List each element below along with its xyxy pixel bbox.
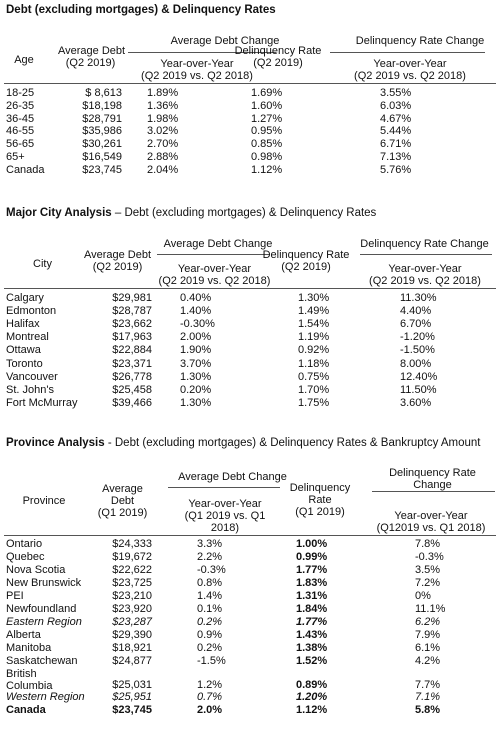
yoy-debt-cell: 1.2% bbox=[197, 679, 223, 692]
avg-debt-cell: $18,921 bbox=[112, 641, 152, 654]
avg-debt-cell: $23,745 bbox=[82, 163, 122, 176]
yoy-debt-cell: 0.20% bbox=[180, 383, 212, 396]
s1-header-yoy-debt: Year-over-Year (Q2 2019 vs. Q2 2018) bbox=[141, 58, 253, 82]
yoy-delinq-cell: -1.50% bbox=[400, 344, 435, 357]
avg-debt-cell: $25,951 bbox=[112, 691, 152, 704]
section3-title: Province Analysis - Debt (excluding mortgages) & Delinquency Rates & Bankruptcy Amount bbox=[6, 437, 481, 449]
row-label: Alberta bbox=[6, 628, 41, 641]
section2-title: Major City Analysis – Debt (excluding mortgages) & Delinquency Rates bbox=[6, 207, 377, 219]
yoy-debt-cell: -1.5% bbox=[197, 654, 226, 667]
avg-debt-cell: $25,458 bbox=[112, 383, 152, 396]
avg-debt-cell: $23,287 bbox=[112, 615, 152, 628]
avg-debt-cell: $22,884 bbox=[112, 344, 152, 357]
delinq-rate-cell: 0.92% bbox=[298, 344, 330, 357]
avg-debt-cell: $ 8,613 bbox=[85, 87, 122, 99]
row-label: Saskatchewan bbox=[6, 654, 78, 667]
delinq-rate-cell: 0.99% bbox=[296, 550, 328, 563]
delinq-rate-cell: 1.75% bbox=[298, 396, 330, 409]
delinq-rate-cell: 1.18% bbox=[298, 357, 330, 370]
yoy-delinq-cell: 7.7% bbox=[415, 679, 441, 692]
yoy-debt-cell: 0.1% bbox=[197, 602, 223, 615]
yoy-debt-cell: 1.36% bbox=[147, 99, 179, 112]
row-label: St. John's bbox=[6, 383, 54, 396]
avg-debt-cell: $19,672 bbox=[112, 550, 152, 563]
yoy-debt-cell: 2.0% bbox=[197, 704, 223, 717]
avg-debt-cell: $24,333 bbox=[112, 538, 152, 550]
row-label: Montreal bbox=[6, 331, 49, 344]
avg-debt-cell: $23,745 bbox=[112, 704, 152, 717]
avg-debt-cell: $23,725 bbox=[112, 576, 152, 589]
row-label: 18-25 bbox=[6, 87, 35, 99]
yoy-debt-cell: 0.8% bbox=[197, 576, 223, 589]
avg-debt-cell: $17,963 bbox=[112, 331, 152, 344]
s3-group-delinq-change: Delinquency Rate Change bbox=[389, 467, 476, 491]
yoy-delinq-cell: 4.2% bbox=[415, 654, 441, 667]
delinq-rate-cell: 1.30% bbox=[298, 292, 330, 304]
delinq-rate-cell: 1.49% bbox=[298, 305, 330, 318]
s2-header-city: City bbox=[33, 258, 52, 270]
yoy-debt-cell: 1.98% bbox=[147, 112, 179, 125]
avg-debt-cell: $25,031 bbox=[112, 679, 152, 692]
s1-rule-delinq bbox=[330, 52, 485, 53]
row-label: Western Region bbox=[6, 691, 85, 704]
yoy-delinq-cell: 5.44% bbox=[380, 125, 412, 138]
yoy-debt-cell: 0.40% bbox=[180, 292, 212, 304]
row-label: New Brunswick bbox=[6, 576, 82, 589]
yoy-debt-cell: 3.70% bbox=[180, 357, 212, 370]
s1-header-age: Age bbox=[14, 54, 34, 66]
delinq-rate-cell: 0.89% bbox=[296, 679, 328, 692]
s2-header-yoy-delinq: Year-over-Year (Q2 2019 vs. Q2 2018) bbox=[369, 263, 481, 287]
row-label: Vancouver bbox=[6, 370, 58, 383]
row-label: Newfoundland bbox=[6, 602, 77, 615]
yoy-debt-cell: 0.9% bbox=[197, 628, 223, 641]
yoy-delinq-cell: 3.55% bbox=[380, 87, 412, 99]
yoy-debt-cell: 1.30% bbox=[180, 396, 212, 409]
delinq-rate-cell: 1.12% bbox=[296, 704, 328, 717]
yoy-delinq-cell: -1.20% bbox=[400, 331, 435, 344]
delinq-rate-cell: 1.20% bbox=[296, 691, 328, 704]
row-label: PEI bbox=[6, 589, 24, 602]
yoy-debt-cell: 0.2% bbox=[197, 641, 223, 654]
yoy-delinq-cell: 7.1% bbox=[415, 691, 441, 704]
yoy-debt-cell: 1.4% bbox=[197, 589, 223, 602]
avg-debt-cell: $23,371 bbox=[112, 357, 152, 370]
s2-group-avg-change: Average Debt Change bbox=[163, 238, 273, 250]
avg-debt-cell: $18,198 bbox=[82, 99, 122, 112]
avg-debt-cell: $23,920 bbox=[112, 602, 152, 615]
delinq-rate-cell: 1.12% bbox=[251, 163, 283, 176]
yoy-delinq-cell: 7.13% bbox=[380, 151, 412, 163]
s1-header-delinq-rate: Delinquency Rate (Q2 2019) bbox=[234, 45, 322, 69]
yoy-delinq-cell: 6.1% bbox=[415, 641, 441, 654]
row-label: 36-45 bbox=[6, 112, 35, 125]
delinq-rate-cell: 1.00% bbox=[296, 538, 328, 550]
yoy-debt-cell: 2.2% bbox=[197, 550, 223, 563]
row-label: Canada bbox=[6, 704, 46, 717]
yoy-delinq-cell: 7.2% bbox=[415, 576, 441, 589]
yoy-delinq-cell: 11.1% bbox=[415, 602, 446, 615]
yoy-debt-cell: 1.40% bbox=[180, 305, 212, 318]
yoy-debt-cell: 0.7% bbox=[197, 691, 223, 704]
row-label: 46-55 bbox=[6, 125, 35, 138]
yoy-debt-cell: 1.89% bbox=[147, 87, 179, 99]
yoy-debt-cell: 2.70% bbox=[147, 138, 179, 151]
s3-header-delinq-rate: Delinquency Rate (Q1 2019) bbox=[289, 482, 351, 518]
delinq-rate-cell: 0.95% bbox=[251, 125, 283, 138]
yoy-delinq-cell: 4.40% bbox=[400, 305, 432, 318]
row-label: Calgary bbox=[6, 292, 44, 304]
s2-group-delinq-change: Delinquency Rate Change bbox=[360, 238, 489, 250]
delinq-rate-cell: 1.77% bbox=[296, 615, 328, 628]
yoy-debt-cell: 0.2% bbox=[197, 615, 223, 628]
yoy-delinq-cell: 5.8% bbox=[415, 704, 441, 717]
row-label: Nova Scotia bbox=[6, 563, 66, 576]
delinq-rate-cell: 1.54% bbox=[298, 318, 330, 331]
yoy-delinq-cell: 3.5% bbox=[415, 563, 441, 576]
yoy-debt-cell: 2.04% bbox=[147, 163, 179, 176]
s3-group-avg-change: Average Debt Change bbox=[178, 471, 287, 483]
yoy-debt-cell: 2.88% bbox=[147, 151, 179, 163]
yoy-delinq-cell: 7.9% bbox=[415, 628, 441, 641]
delinq-rate-cell: 1.60% bbox=[251, 99, 283, 112]
avg-debt-cell: $28,791 bbox=[82, 112, 122, 125]
s3-rule-avg bbox=[168, 487, 280, 488]
avg-debt-cell: $28,787 bbox=[112, 305, 152, 318]
avg-debt-cell: $29,981 bbox=[112, 292, 152, 304]
s1-group-delinq-change: Delinquency Rate Change bbox=[355, 35, 485, 47]
yoy-delinq-cell: 5.76% bbox=[380, 163, 412, 176]
s2-header-rule bbox=[4, 288, 496, 289]
avg-debt-cell: $29,390 bbox=[112, 628, 152, 641]
avg-debt-cell: $16,549 bbox=[82, 151, 122, 163]
yoy-delinq-cell: 6.2% bbox=[415, 615, 441, 628]
delinq-rate-cell: 1.27% bbox=[251, 112, 283, 125]
delinq-rate-cell: 1.69% bbox=[251, 87, 283, 99]
s2-header-avg-debt: Average Debt (Q2 2019) bbox=[83, 249, 152, 273]
yoy-debt-cell: -0.30% bbox=[180, 318, 215, 331]
row-label: Eastern Region bbox=[6, 615, 82, 628]
s1-header-yoy-delinq: Year-over-Year (Q2 2019 vs. Q2 2018) bbox=[354, 58, 466, 82]
s1-header-rule bbox=[4, 83, 496, 84]
delinq-rate-cell: 0.98% bbox=[251, 151, 283, 163]
delinq-rate-cell: 0.85% bbox=[251, 138, 283, 151]
row-label: Quebec bbox=[6, 550, 45, 563]
yoy-delinq-cell: 8.00% bbox=[400, 357, 432, 370]
row-label: Ontario bbox=[6, 538, 43, 550]
yoy-debt-cell: 3.3% bbox=[197, 538, 223, 550]
s3-header-province: Province bbox=[22, 495, 66, 507]
delinq-rate-cell: 1.70% bbox=[298, 383, 330, 396]
yoy-debt-cell: -0.3% bbox=[197, 563, 226, 576]
s3-header-yoy-delinq: Year-over-Year (Q12019 vs. Q1 2018) bbox=[376, 510, 486, 534]
delinq-rate-cell: 1.77% bbox=[296, 563, 328, 576]
avg-debt-cell: $39,466 bbox=[112, 396, 152, 409]
avg-debt-cell: $30,261 bbox=[82, 138, 122, 151]
s3-header-avg-debt: Average Debt (Q1 2019) bbox=[97, 483, 148, 519]
row-label: 56-65 bbox=[6, 138, 35, 151]
yoy-debt-cell: 2.00% bbox=[180, 331, 212, 344]
row-label: Manitoba bbox=[6, 641, 52, 654]
s3-header-rule bbox=[4, 535, 496, 536]
s2-rule-avg bbox=[157, 254, 270, 255]
s2-rule-delinq bbox=[360, 254, 492, 255]
section1-title: Debt (excluding mortgages) & Delinquency Rates bbox=[6, 4, 276, 16]
row-label: Halifax bbox=[6, 318, 40, 331]
delinq-rate-cell: 1.43% bbox=[296, 628, 328, 641]
row-label: Fort McMurray bbox=[6, 396, 78, 409]
s2-header-delinq-rate: Delinquency Rate (Q2 2019) bbox=[262, 249, 350, 273]
yoy-delinq-cell: 11.50% bbox=[400, 383, 437, 396]
yoy-debt-cell: 3.02% bbox=[147, 125, 179, 138]
delinq-rate-cell: 1.84% bbox=[296, 602, 328, 615]
row-label: 26-35 bbox=[6, 99, 35, 112]
row-label: Toronto bbox=[6, 357, 43, 370]
avg-debt-cell: $23,662 bbox=[112, 318, 152, 331]
yoy-delinq-cell: 6.70% bbox=[400, 318, 432, 331]
s1-group-avg-change: Average Debt Change bbox=[170, 35, 280, 47]
row-label: Canada bbox=[6, 163, 45, 176]
yoy-debt-cell: 1.90% bbox=[180, 344, 212, 357]
avg-debt-cell: $26,778 bbox=[112, 370, 152, 383]
yoy-delinq-cell: 7.8% bbox=[415, 538, 441, 550]
avg-debt-cell: $24,877 bbox=[112, 654, 152, 667]
delinq-rate-cell: 1.31% bbox=[296, 589, 328, 602]
yoy-delinq-cell: 3.60% bbox=[400, 396, 432, 409]
row-label: Ottawa bbox=[6, 344, 41, 357]
row-label: 65+ bbox=[6, 151, 25, 163]
yoy-delinq-cell: -0.3% bbox=[415, 550, 444, 563]
s3-rule-delinq bbox=[372, 491, 495, 492]
yoy-delinq-cell: 12.40% bbox=[400, 370, 438, 383]
s2-header-yoy-debt: Year-over-Year (Q2 2019 vs. Q2 2018) bbox=[158, 263, 271, 287]
row-label: Edmonton bbox=[6, 305, 57, 318]
yoy-delinq-cell: 0% bbox=[415, 589, 431, 602]
s1-header-avg-debt: Average Debt (Q2 2019) bbox=[58, 45, 126, 69]
yoy-delinq-cell: 11.30% bbox=[400, 292, 437, 304]
avg-debt-cell: $35,986 bbox=[82, 125, 122, 138]
yoy-delinq-cell: 6.03% bbox=[380, 99, 412, 112]
yoy-delinq-cell: 4.67% bbox=[380, 112, 412, 125]
avg-debt-cell: $22,622 bbox=[112, 563, 152, 576]
s3-header-yoy-debt: Year-over-Year (Q1 2019 vs. Q1 2018) bbox=[184, 498, 266, 534]
row-label: British Columbia bbox=[6, 667, 53, 692]
delinq-rate-cell: 1.19% bbox=[298, 331, 330, 344]
delinq-rate-cell: 1.83% bbox=[296, 576, 328, 589]
yoy-debt-cell: 1.30% bbox=[180, 370, 212, 383]
yoy-delinq-cell: 6.71% bbox=[380, 138, 412, 151]
delinq-rate-cell: 0.75% bbox=[298, 370, 330, 383]
delinq-rate-cell: 1.38% bbox=[296, 641, 328, 654]
avg-debt-cell: $23,210 bbox=[112, 589, 152, 602]
delinq-rate-cell: 1.52% bbox=[296, 654, 328, 667]
